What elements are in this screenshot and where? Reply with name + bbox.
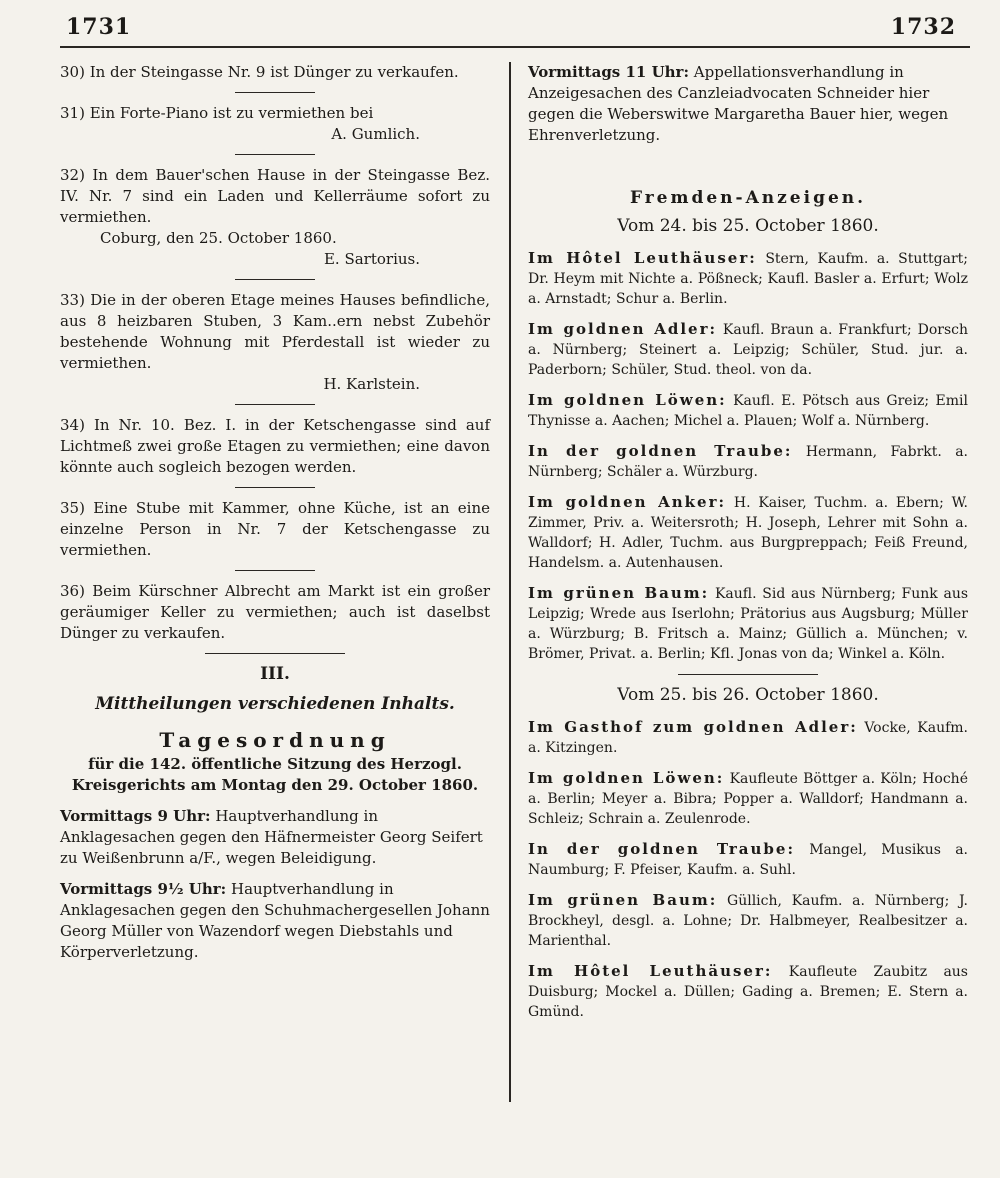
agenda-item-continued [528, 62, 968, 146]
ad-signature: H. Karlstein. [323, 375, 420, 393]
agenda-text: Hauptverhandlung in Anklagesachen gegen den Häfnermeister Georg Seifert zu Weißenbrunn a/F., wegen Beleidigung. [60, 807, 483, 867]
ad-text: 35) Eine Stube mit Kammer, ohne Küche, ist an eine einzelne Person in Nr. 7 der Ketschengasse zu vermiethen. [60, 499, 490, 559]
hotel-guests: Kaufl. Sid aus Nürnberg; Funk aus Leipzig; Wrede aus Iserlohn; Prätorius aus Augsburg; Müller a. Würzburg; B. Fritsch a. Mainz; Güllich a. München; v. Brömer, Privat. a. Berlin; Kfl. Jonas von da; Winkel a. Köln. [528, 586, 969, 662]
hotel-name: Im Hôtel Leuthäuser: [528, 249, 757, 267]
ad-place-date: Coburg, den 25. October 1860. [100, 229, 337, 247]
period-date: Vom 24. bis 25. October 1860. [617, 216, 879, 236]
hotel-entry [528, 441, 968, 482]
ad-text: 34) In Nr. 10. Bez. I. in der Ketschengasse sind auf Lichtmeß zwei große Etagen zu vermiethen; eine davon könnte auch sogleich bezogen werden. [60, 416, 490, 476]
hotel-entry [528, 319, 968, 380]
header-rule [60, 46, 970, 48]
ad-signature: E. Sartorius. [323, 250, 420, 268]
separator [678, 674, 818, 675]
ad-text: 36) Beim Kürschner Albrecht am Markt ist ein großer geräumiger Keller zu vermiethen; auch ist daselbst Dünger zu verkaufen. [60, 582, 490, 642]
agenda-text: Appellationsverhandlung in Anzeigesachen des Canzleiadvocaten Schneider hier gegen die Weberswitwe Margaretha Bauer hier, wegen Ehrenverletzung. [528, 63, 949, 144]
hotel-name: Im Gasthof zum goldnen Adler: [528, 718, 858, 736]
right-column [528, 62, 968, 1032]
hotel-guests: Kaufleute Zaubitz aus Duisburg; Mockel a. Düllen; Gading a. Bremen; E. Stern a. Gmünd. [528, 964, 968, 1020]
hotel-guests: Kaufleute Böttger a. Köln; Hoché a. Berlin; Meyer a. Bibra; Popper a. Walldorf; Handmann a. Schleiz; Schrain a. Zeulenrode. [528, 771, 968, 827]
hotel-entry [528, 717, 968, 758]
hotel-entry [528, 390, 968, 431]
ad-entry-33 [60, 290, 490, 395]
hotel-guests: Güllich, Kaufm. a. Nürnberg; J. Brockheyl, desgl. a. Lohne; Dr. Halbmeyer, Realbesitzer a. Marienthal. [528, 893, 969, 949]
ad-entry-35 [60, 498, 490, 561]
agenda-subtitle: für die 142. öffentliche Sitzung des Herzogl. Kreisgerichts am Montag den 29. October 1860. [71, 755, 479, 794]
agenda-item [60, 879, 490, 963]
guests-title: Fremden-Anzeigen. [629, 188, 867, 208]
period-date: Vom 25. bis 26. October 1860. [617, 685, 879, 705]
agenda-time: Vormittags 11 Uhr: [528, 63, 689, 81]
ad-signature: A. Gumlich. [331, 125, 420, 143]
ad-text: 30) In der Steingasse Nr. 9 ist Dünger zu verkaufen. [60, 63, 459, 81]
column-divider [509, 62, 511, 1102]
page-number-right: 1732 [890, 14, 956, 40]
hotel-guests: Mangel, Musikus a. Naumburg; F. Pfeiser, Kaufm. a. Suhl. [528, 842, 968, 878]
hotel-guests: Vocke, Kaufm. a. Kitzingen. [528, 720, 968, 756]
ad-entry-32 [60, 165, 490, 270]
hotel-name: In der goldnen Traube: [528, 840, 795, 858]
separator [235, 279, 315, 280]
agenda-time: Vormittags 9 Uhr: [60, 807, 211, 825]
separator [205, 653, 345, 654]
hotel-name: Im goldnen Adler: [528, 320, 718, 338]
separator [235, 92, 315, 93]
hotel-entry [528, 961, 968, 1022]
hotel-name: Im grünen Baum: [528, 891, 718, 909]
ad-text: 32) In dem Bauer'schen Hause in der Steingasse Bez. IV. Nr. 7 sind ein Laden und Kellerräume sofort zu vermiethen. [60, 166, 490, 226]
hotel-guests: Hermann, Fabrkt. a. Nürnberg; Schäler a. Würzburg. [528, 444, 968, 480]
hotel-entry [528, 839, 968, 880]
hotel-entry [528, 248, 968, 309]
ad-entry-31 [60, 103, 490, 145]
ad-entry-30 [60, 62, 490, 83]
agenda-time: Vormittags 9½ Uhr: [60, 880, 227, 898]
hotel-entry [528, 583, 968, 664]
hotel-guests: Kaufl. Braun a. Frankfurt; Dorsch a. Nürnberg; Steinert a. Leipzig; Schüler, Stud. jur. a. Paderborn; Schüler, Stud. theol. von da. [528, 322, 968, 378]
section-number: III. [260, 664, 290, 684]
hotel-name: Im goldnen Löwen: [528, 769, 725, 787]
hotel-guests: Kaufl. E. Pötsch aus Greiz; Emil Thynisse a. Aachen; Michel a. Plauen; Wolf a. Nürnberg. [528, 393, 968, 429]
hotel-name: Im Hôtel Leuthäuser: [528, 962, 773, 980]
hotel-entry [528, 768, 968, 829]
hotel-entry [528, 492, 968, 573]
ad-text: 33) Die in der oberen Etage meines Hauses befindliche, aus 8 heizbaren Stuben, 3 Kam..ern nebst Zubehör bestehende Wohnung mit Pferdestall ist wieder zu vermiethen. [60, 291, 490, 372]
separator [235, 154, 315, 155]
separator [235, 570, 315, 571]
ad-text: 31) Ein Forte-Piano ist zu vermiethen bei [60, 104, 374, 122]
ad-entry-36 [60, 581, 490, 644]
hotel-name: Im grünen Baum: [528, 584, 710, 602]
hotel-name: In der goldnen Traube: [528, 442, 793, 460]
hotel-guests: H. Kaiser, Tuchm. a. Ebern; W. Zimmer, Priv. a. Weitersroth; H. Joseph, Lehrer mit Sohn a. Walldorf; H. Adler, Tuchm. aus Burgpreppach; Feiß Freund, Handelsm. a. Autenhausen. [528, 495, 968, 571]
section-title: Mittheilungen verschiedenen Inhalts. [95, 694, 455, 714]
hotel-name: Im goldnen Löwen: [528, 391, 727, 409]
hotel-guests: Stern, Kaufm. a. Stuttgart; Dr. Heym mit Nichte a. Pößneck; Kaufl. Basler a. Erfurt; Wolz a. Arnstadt; Schur a. Berlin. [528, 251, 968, 307]
left-column [60, 62, 490, 963]
agenda-title: Tagesordnung [159, 728, 391, 752]
hotel-entry [528, 890, 968, 951]
agenda-item [60, 806, 490, 869]
page-number-left: 1731 [66, 14, 132, 40]
ad-entry-34 [60, 415, 490, 478]
separator [235, 487, 315, 488]
hotel-name: Im goldnen Anker: [528, 493, 727, 511]
agenda-text: Hauptverhandlung in Anklagesachen gegen den Schuhmachergesellen Johann Georg Müller von Wazendorf wegen Diebstahls und Körperverletzung. [60, 880, 490, 961]
separator [235, 404, 315, 405]
